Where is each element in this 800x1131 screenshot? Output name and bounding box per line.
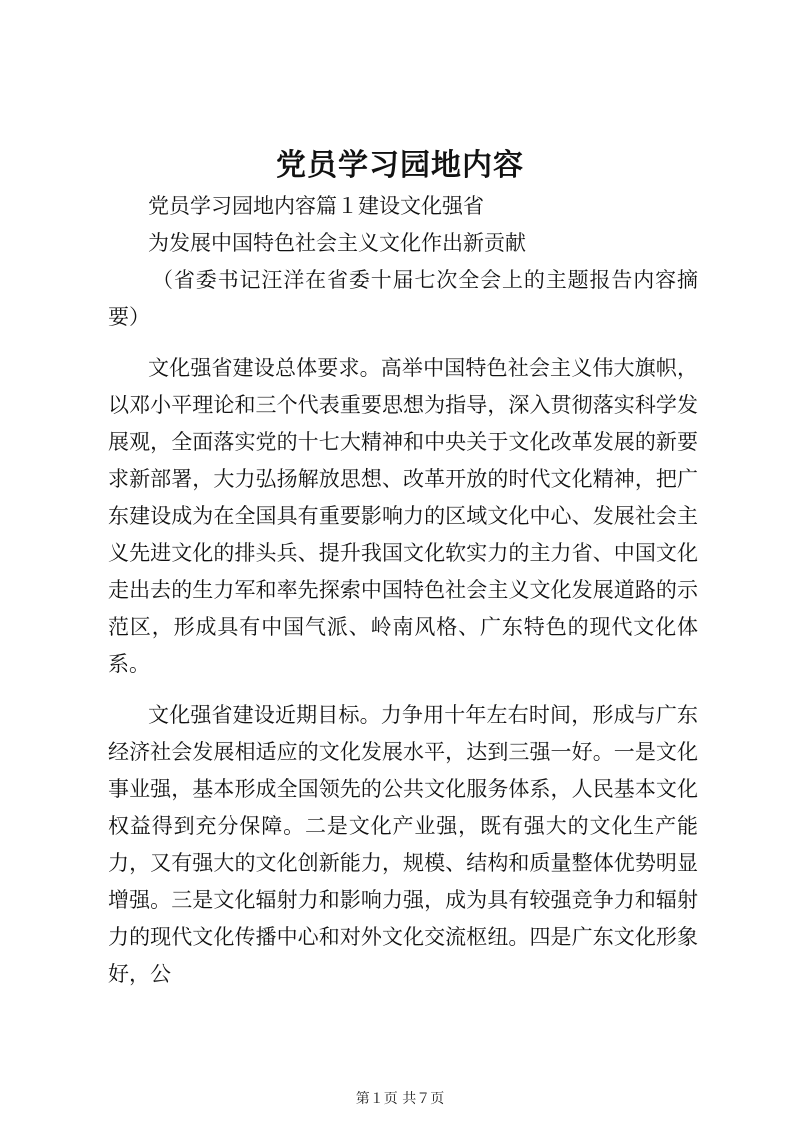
- report-note: （省委书记汪洋在省委十届七次全会上的主题报告内容摘要）: [108, 268, 698, 329]
- paragraph: 文化强省建设总体要求。高举中国特色社会主义伟大旗帜，以邓小平理论和三个代表重要思想为指导，深入贯彻落实科学发展观，全面落实党的十七大精神和中央关于文化改革发展的新要求新部署，大力弘扬解放思想、改革开放的时代文化精神，把广东建设成为在全国具有重要影响力的区域文化中心、发展社会主义先进文化的排头兵、提升我国文化软实力的主力省、中国文化走出去的生力军和率先探索中国特色社会主义文化发展道路的示范区，形成具有中国气派、岭南风格、广东特色的现代文化体系。: [108, 356, 698, 676]
- paragraph: 文化强省建设近期目标。力争用十年左右时间，形成与广东经济社会发展相适应的文化发展水平，达到三强一好。一是文化事业强，基本形成全国领先的公共文化服务体系，人民基本文化权益得到充分保障。二是文化产业强，既有强大的文化生产能力，又有强大的文化创新能力，规模、结构和质量整体优势明显增强。三是文化辐射力和影响力强，成为具有较强竞争力和辐射力的现代文化传播中心和对外文化交流枢纽。四是广东文化形象好，公: [108, 703, 698, 986]
- page-number-footer: 第１页 共７页: [355, 1091, 445, 1107]
- page-title: 党员学习园地内容: [276, 148, 524, 183]
- document-body: [108, 188, 698, 993]
- subtitle-line: 为发展中国特色社会主义文化作出新贡献: [148, 231, 526, 255]
- heading-line: 党员学习园地内容篇１建设文化强省: [148, 194, 484, 218]
